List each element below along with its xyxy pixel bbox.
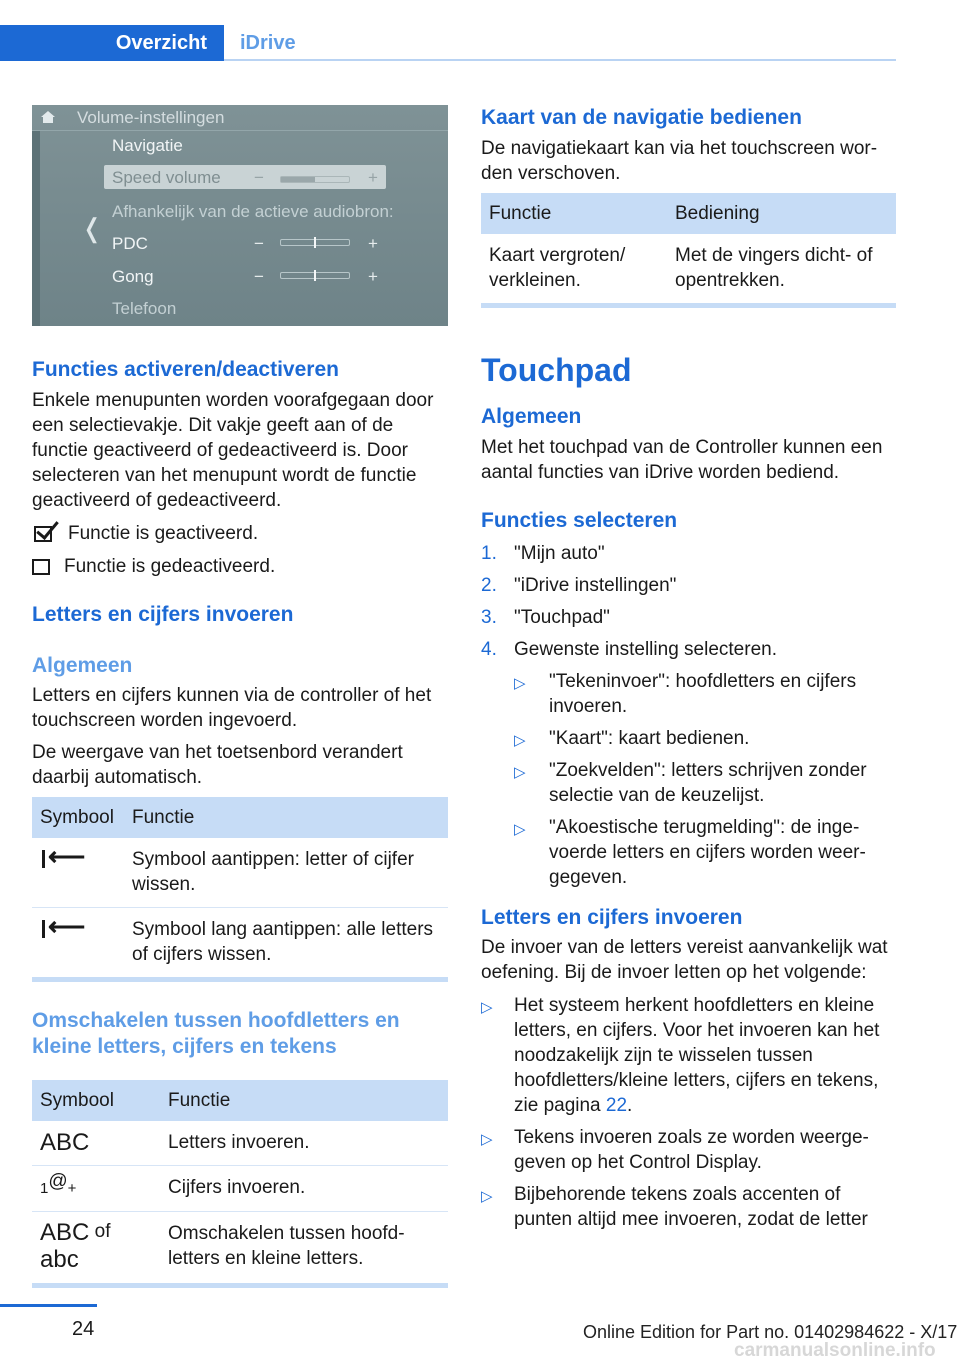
list-item: ▷ Bijbehorende tekens zoals accenten of punten altijd mee invoeren, zodat de letter <box>481 1184 868 1230</box>
table-cell-function: Symbool lang aantippen: alle letters of cijfers wissen. <box>132 919 434 965</box>
heading-kaart: Kaart van de navigatie bedienen <box>481 106 802 129</box>
th-symbool-2: Symbool <box>32 1080 160 1121</box>
table-cell-symbol <box>32 838 124 908</box>
sym-lower: abc <box>40 1246 79 1273</box>
screen-left-strip <box>32 131 40 326</box>
sym-of: of <box>94 1221 111 1242</box>
screen-title-bar <box>32 105 448 131</box>
para-letters-1: Letters en cijfers kunnen via de controller of het touchscreen worden ingevoerd. <box>32 685 432 731</box>
checked-line <box>32 521 448 546</box>
triangle-bullet-icon: ▷ <box>481 1131 493 1148</box>
screen-row-pdc: PDC <box>112 234 148 253</box>
pdc-plus: + <box>368 234 378 253</box>
page-link[interactable]: 22 <box>605 1095 628 1116</box>
para-invoer: De invoer van de letters vereist aanvankelijk wat oefening. Bij de invoer letten op het volgende: <box>481 937 888 983</box>
table-cell-function: Cijfers invoeren. <box>160 1166 448 1212</box>
footer-rule <box>0 1304 97 1307</box>
list-item: ▷ "Akoestische terugmelding": de ingevoerde letters en cijfers worden weergegeven. <box>514 817 866 888</box>
triangle-bullet-icon: ▷ <box>481 999 493 1016</box>
list-item: ▷ "Kaart": kaart bedienen. <box>514 726 896 751</box>
triangle-bullet-icon: ▷ <box>514 675 526 692</box>
symbol-table-1 <box>32 797 448 977</box>
pdc-slider <box>280 239 350 246</box>
sym-digit: 1 <box>40 1180 49 1197</box>
list-item: 4. Gewenste instelling selecteren. ▷ "Tekeninvoer": hoofdletters en cijfers invoeren. ▷ "Kaart": kaart bedienen. ▷ "Zoekvelden": letters schrijven zonder selectie van de keuzelijst. ▷ "Akoestische terugmelding": de ingevoerde letters en cijfers worden weergegeven. <box>481 637 896 890</box>
screen-row-speed-volume: Speed volume <box>112 168 221 187</box>
screen-title: Volume-instellingen <box>77 108 225 127</box>
sym-upper: ABC <box>40 1219 90 1246</box>
table-cell-function: Letters invoeren. <box>160 1121 448 1166</box>
heading-touchpad: Touchpad <box>481 352 632 388</box>
unchecked-line <box>32 554 448 579</box>
th-symbool: Symbool <box>32 797 124 838</box>
backspace-icon: ⟵ <box>40 847 68 871</box>
list-item: 3. "Touchpad" <box>481 607 610 628</box>
heading-functies-selecteren: Functies selecteren <box>481 509 678 532</box>
screen-row-telefoon: Telefoon <box>112 299 177 318</box>
sym-plus: + <box>67 1180 77 1197</box>
tab-overzicht[interactable]: Overzicht <box>0 25 224 61</box>
sym-at: @ <box>48 1171 68 1192</box>
tab-idrive[interactable]: iDrive <box>240 32 296 54</box>
checked-checkbox-icon <box>34 526 52 542</box>
checked-label: Functie is geactiveerd. <box>68 523 259 544</box>
gong-slider <box>280 272 350 279</box>
speed-slider <box>280 176 350 183</box>
heading-algemeen-left: Algemeen <box>32 654 133 677</box>
unchecked-checkbox-icon <box>32 559 50 575</box>
heading-functies-activeren: Functies activeren/deactiveren <box>32 358 339 381</box>
table-end-rule <box>481 303 896 308</box>
para-functies: Enkele menupunten worden voorafgegaan door een selectievakje. Dit vakje geeft aan of de functie geactiveerd of gedeactiveerd is. Door selecteren van het menupunt wordt de functie geactiveerd of gedeactiveerd. <box>32 390 434 511</box>
list-item: ▷ Het systeem herkent hoofdletters en kleine letters, en cijfers. Voor het invoeren kan het noodzakelijk zijn te wisselen tussen hoofdletters/kleine letters, cijfers en tekens, zie pagina 22. <box>481 995 880 1116</box>
backspace-icon: ⟵ <box>40 917 68 941</box>
speed-plus: + <box>368 168 378 187</box>
back-chevron-icon: ❬ <box>81 213 103 243</box>
tips-list <box>481 993 896 1232</box>
header-rule <box>224 59 896 61</box>
right-column <box>481 105 896 1239</box>
th-functie-2: Functie <box>160 1080 448 1121</box>
pdc-minus: − <box>254 234 264 253</box>
heading-letters-invoeren: Letters en cijfers invoeren <box>481 906 743 929</box>
th-bediening: Bediening <box>667 193 896 234</box>
sub-items-list <box>514 669 896 890</box>
table-cell-symbol <box>32 908 124 978</box>
gong-minus: − <box>254 267 264 286</box>
heading-algemeen-right: Algemeen <box>481 405 582 428</box>
symbol-table-2 <box>32 1080 448 1283</box>
screen-row-afhankelijk: Afhankelijk van de actieve audiobron: <box>112 202 394 221</box>
table-cell-operation: Met de vingers dicht- of opentrekken. <box>675 245 873 291</box>
steps-list <box>481 541 896 890</box>
table-end-rule <box>32 977 448 982</box>
list-item: 2. "iDrive instellingen" <box>481 575 677 596</box>
table-cell-symbol-numbers <box>32 1166 160 1212</box>
volume-settings-screenshot <box>32 105 448 326</box>
triangle-bullet-icon: ▷ <box>514 821 526 838</box>
list-item: ▷ "Zoekvelden": letters schrijven zonder selectie van de keuzelijst. <box>514 760 867 806</box>
th-functie: Functie <box>124 797 448 838</box>
table-cell-symbol-case <box>32 1212 160 1284</box>
unchecked-label: Functie is gedeactiveerd. <box>64 556 276 577</box>
gong-plus: + <box>368 267 378 286</box>
home-icon <box>41 111 55 123</box>
page-header <box>0 0 960 62</box>
triangle-bullet-icon: ▷ <box>514 764 526 781</box>
table-cell-function: Kaart vergroten/ verkleinen. <box>489 245 626 291</box>
list-item: ▷ "Tekeninvoer": hoofdletters en cijfers invoeren. <box>514 671 857 717</box>
para-touchpad: Met het touchpad van de Controller kunnen een aantal functies van iDrive worden bediend. <box>481 437 883 483</box>
triangle-bullet-icon: ▷ <box>481 1188 493 1205</box>
table-cell-function: Omschakelen tussen hoofdletters en kleine letters. <box>168 1223 405 1269</box>
edition-text: Online Edition for Part no. 01402984622 - X/17 <box>583 1322 958 1342</box>
screen-row-navigatie: Navigatie <box>112 136 183 155</box>
para-kaart: De navigatiekaart kan via het touchscreen worden verschoven. <box>481 138 878 184</box>
map-table <box>481 193 896 303</box>
screen-row-gong: Gong <box>112 267 154 286</box>
table-end-rule <box>32 1283 448 1288</box>
table-cell-symbol-abc: ABC <box>32 1121 160 1166</box>
heading-letters-cijfers: Letters en cijfers invoeren <box>32 603 294 626</box>
list-item: 1. "Mijn auto" <box>481 543 605 564</box>
th-functie-r: Functie <box>481 193 667 234</box>
page-number: 24 <box>72 1318 95 1340</box>
speed-minus: − <box>254 168 264 187</box>
para-letters-2: De weergave van het toetsenbord verandert daarbij automatisch. <box>32 742 403 788</box>
watermark: carmanualsonline.info <box>734 1340 936 1361</box>
triangle-bullet-icon: ▷ <box>514 732 526 749</box>
left-column <box>32 105 448 1288</box>
list-item: ▷ Tekens invoeren zoals ze worden weergegeven op het Control Display. <box>481 1127 869 1173</box>
table-cell-function: Symbool aantippen: letter of cijfer wissen. <box>124 838 448 908</box>
heading-omschakelen: Omschakelen tussen hoofdletters en kleine letters, cijfers en tekens <box>32 1009 400 1058</box>
